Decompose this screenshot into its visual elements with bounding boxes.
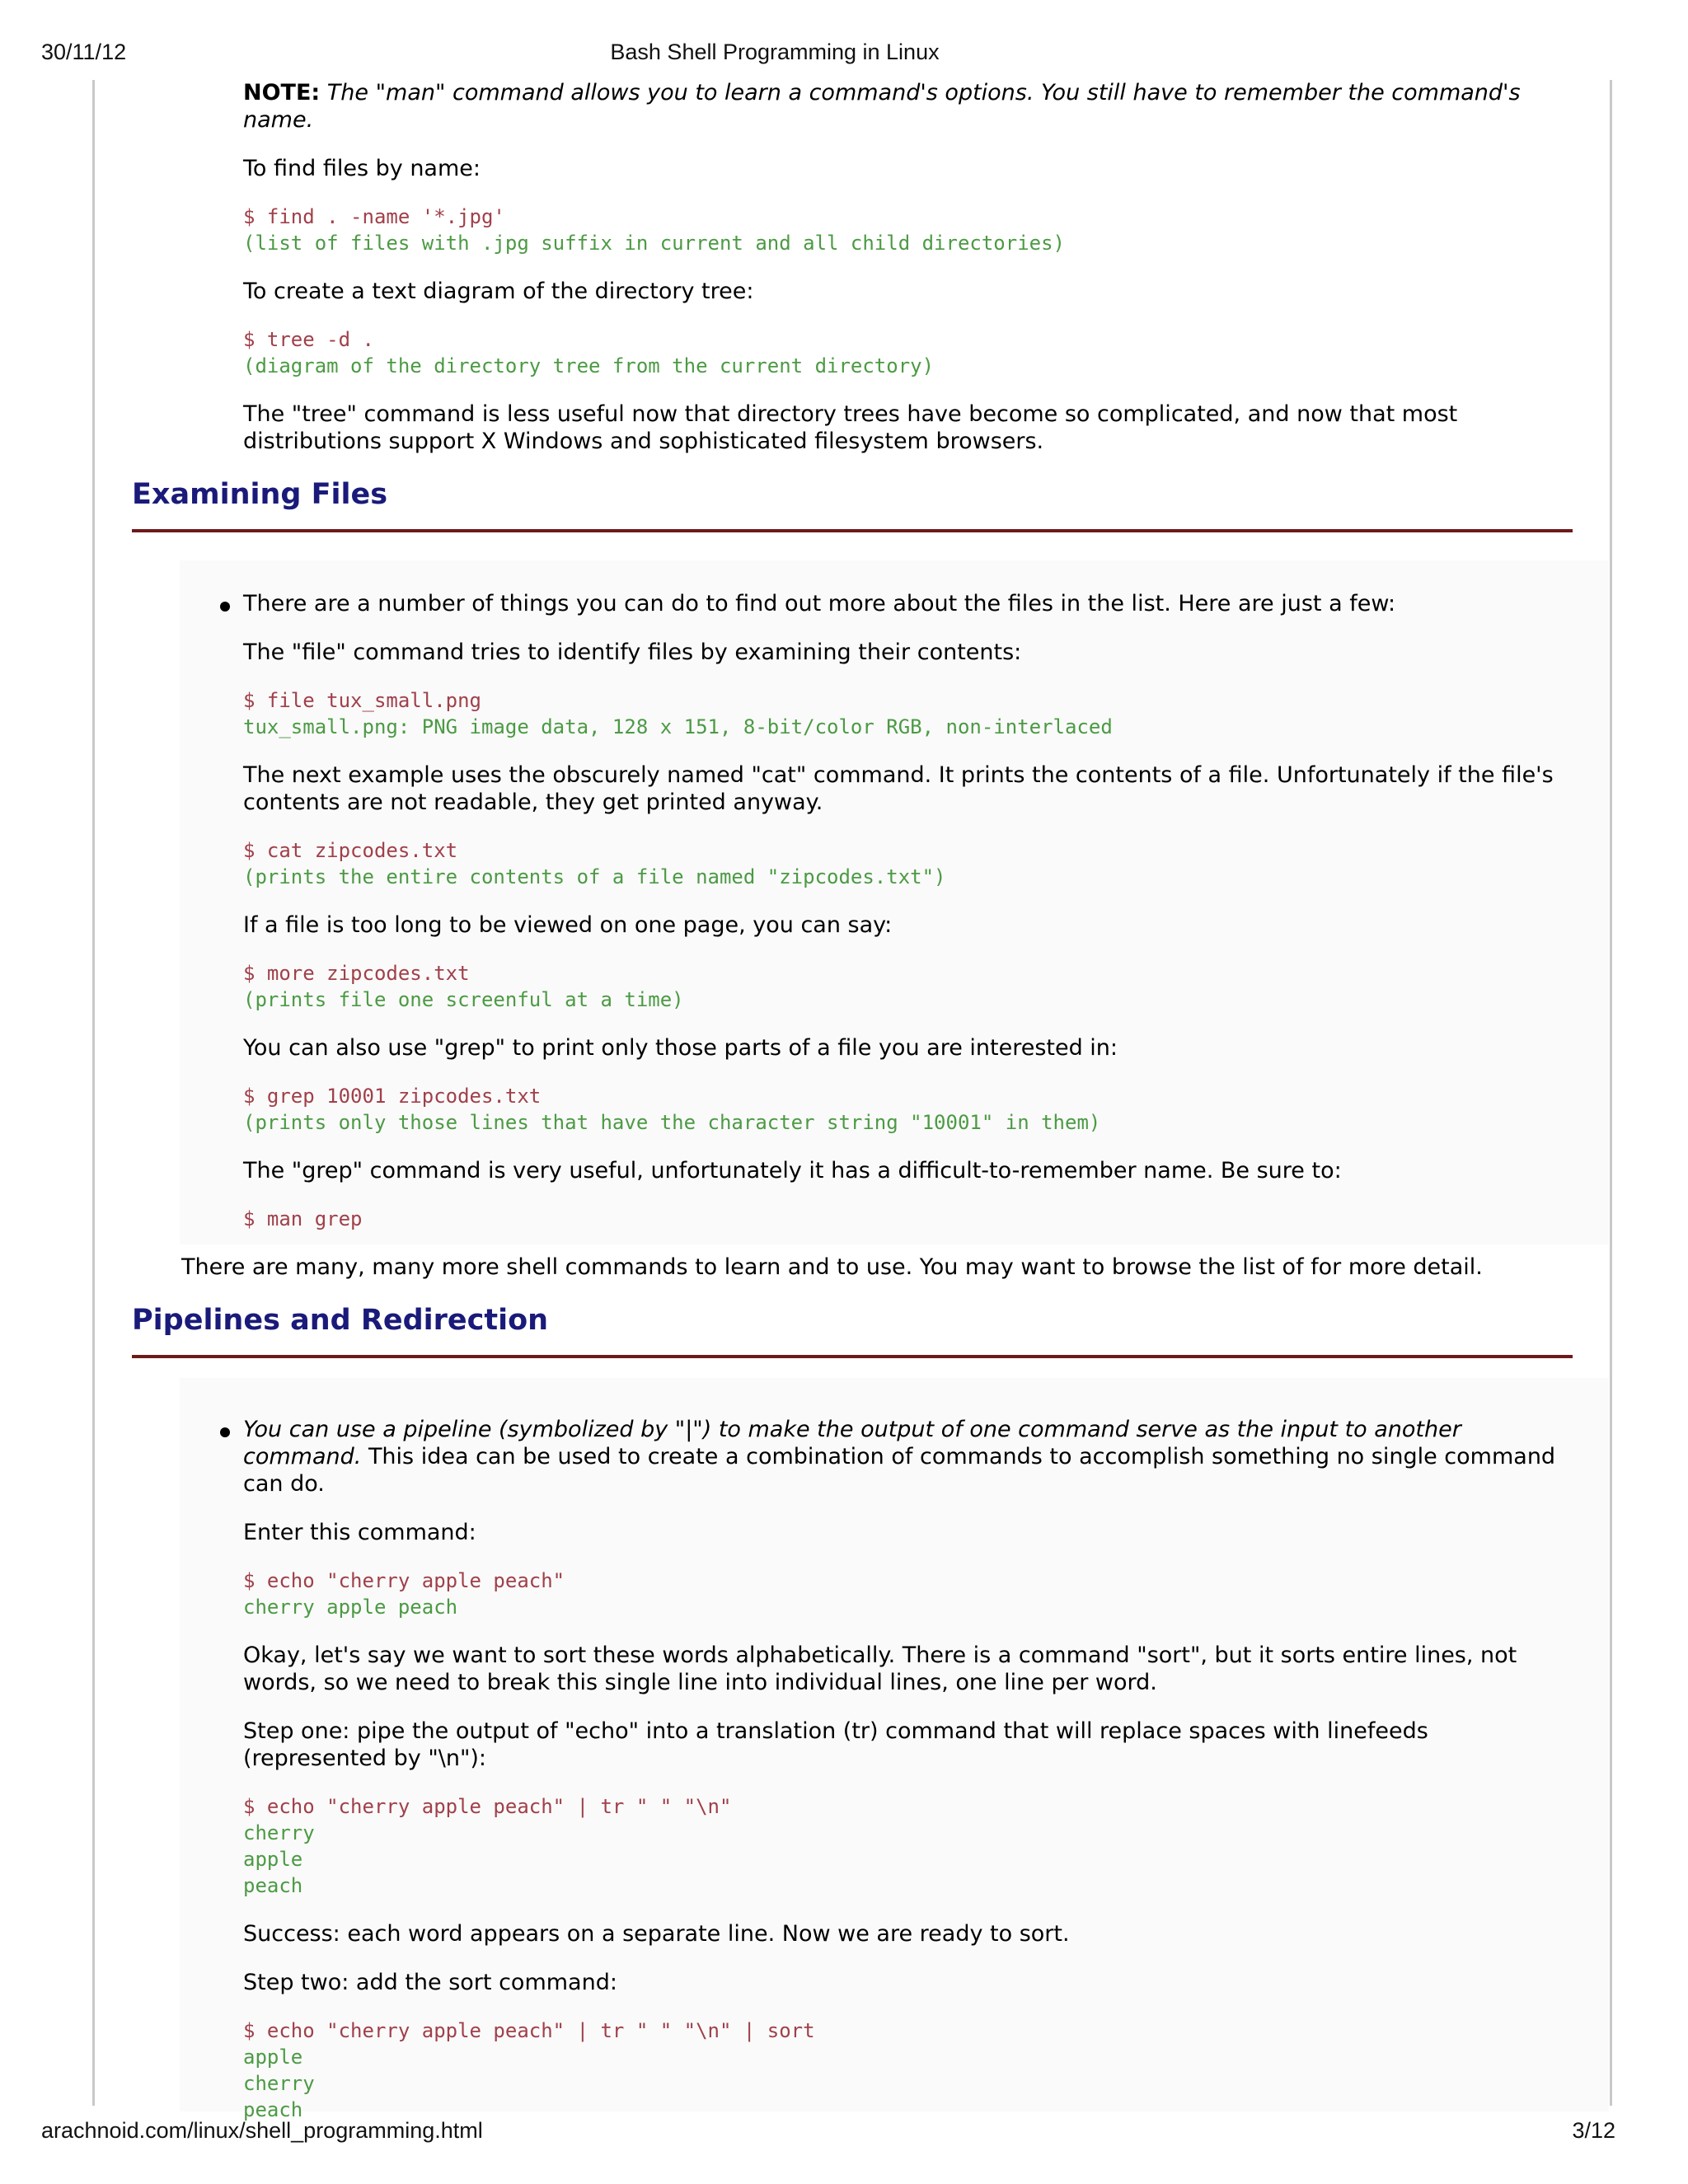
footer-url: arachnoid.com/linux/shell_programming.html: [41, 2118, 483, 2143]
code-block: [243, 1793, 1562, 1899]
examining-lead: There are a number of things you can do to find out more about the files in the list. Here are just a few:: [243, 591, 1396, 616]
find-output: (list of files with .jpg suffix in current and all child directories): [243, 232, 1065, 255]
examining-list-item: [243, 590, 1562, 1232]
right-border: [1610, 80, 1612, 2106]
more-output: (prints file one screenful at a time): [243, 988, 684, 1011]
sort-output-line: apple: [243, 2046, 303, 2069]
pipelines-lead-rest: This idea can be used to create a combination of commands to accomplish something no single command can do.: [243, 1444, 1556, 1497]
pipelines-lead-emphasis: You can use a pipeline (symbolized by "|") to make the output of one command serve as the input to another command.: [243, 1417, 1461, 1469]
cat-command: $ cat zipcodes.txt: [243, 839, 458, 862]
page-content: [132, 79, 1582, 2144]
code-block: [243, 204, 1562, 256]
note-label: NOTE:: [243, 80, 321, 105]
echo-output: cherry apple peach: [243, 1596, 458, 1619]
code-block: [243, 1083, 1562, 1136]
code-block: [243, 326, 1562, 379]
heading-pipelines: Pipelines and Redirection: [132, 1304, 549, 1337]
examining-closing: There are many, many more shell commands to learn and to use. You may want to browse the list of for more detail.: [181, 1254, 1483, 1280]
more-command: $ more zipcodes.txt: [243, 962, 470, 985]
pipelines-list-item: [243, 1416, 1562, 2123]
step-two: Step two: add the sort command:: [243, 1970, 617, 1995]
man-command: $ man grep: [243, 1207, 363, 1230]
step-one: Step one: pipe the output of "echo" into a translation (tr) command that will replace spaces with linefeeds (represented by "\n"):: [243, 1718, 1428, 1771]
code-block: [243, 960, 1562, 1013]
sort-output-line: peach: [243, 2098, 303, 2121]
tree-intro: To create a text diagram of the directory tree:: [243, 279, 754, 304]
find-command: $ find . -name '*.jpg': [243, 205, 505, 228]
code-block: [243, 687, 1562, 740]
sort-intro: Okay, let's say we want to sort these words alphabetically. There is a command "sort", but it sorts entire lines, not words, so we need to break this single line into individual lines, one line per word.: [243, 1643, 1517, 1695]
echo-command: $ echo "cherry apple peach": [243, 1569, 565, 1592]
section-rule: [132, 1355, 1573, 1358]
note-paragraph: [243, 79, 1562, 134]
footer-page-number: 3/12: [1572, 2118, 1615, 2143]
code-block: [243, 837, 1562, 890]
file-output: tux_small.png: PNG image data, 128 x 151, 8-bit/color RGB, non-interlaced: [243, 715, 1113, 738]
grep-note: The "grep" command is very useful, unfortunately it has a difficult-to-remember name. Be sure to:: [243, 1158, 1342, 1183]
enter-command-text: Enter this command:: [243, 1520, 476, 1545]
note-text: The "man" command allows you to learn a command's options. You still have to remember the command's name.: [243, 80, 1521, 133]
tr-output-line: apple: [243, 1848, 303, 1871]
grep-output: (prints only those lines that have the character string "10001" in them): [243, 1111, 1101, 1134]
intro-block: [243, 79, 1562, 455]
grep-intro: You can also use "grep" to print only those parts of a file you are interested in:: [243, 1035, 1118, 1061]
bullet-icon: [220, 1427, 230, 1437]
section-rule: [132, 529, 1573, 532]
find-intro: To find files by name:: [243, 156, 481, 181]
left-border: [92, 80, 95, 2106]
code-block: [243, 2018, 1562, 2123]
bullet-icon: [220, 602, 230, 612]
header-title: Bash Shell Programming in Linux: [610, 40, 940, 64]
success-text: Success: each word appears on a separate line. Now we are ready to sort.: [243, 1921, 1070, 1947]
file-intro: The "file" command tries to identify files by examining their contents:: [243, 640, 1022, 665]
cat-intro: The next example uses the obscurely named "cat" command. It prints the contents of a file. Unfortunately if the file's contents are not readable, they get printed anyway.: [243, 762, 1554, 815]
code-block: [243, 1206, 1562, 1232]
header-date: 30/11/12: [41, 40, 127, 64]
tree-note: The "tree" command is less useful now that directory trees have become so complicated, and now that most distributions support X Windows and sophisticated filesystem browsers.: [243, 401, 1458, 454]
code-block: [243, 1568, 1562, 1620]
grep-command: $ grep 10001 zipcodes.txt: [243, 1085, 542, 1108]
tr-command: $ echo "cherry apple peach" | tr " " "\n": [243, 1795, 732, 1818]
pipelines-lead: [243, 1416, 1562, 1497]
sort-output-line: cherry: [243, 2072, 315, 2095]
tr-output-line: peach: [243, 1874, 303, 1897]
more-intro: If a file is too long to be viewed on one page, you can say:: [243, 912, 893, 938]
cat-output: (prints the entire contents of a file named "zipcodes.txt"): [243, 865, 946, 888]
tree-command: $ tree -d .: [243, 328, 374, 351]
sort-command: $ echo "cherry apple peach" | tr " " "\n" | sort: [243, 2019, 815, 2042]
file-command: $ file tux_small.png: [243, 689, 481, 712]
tr-output-line: cherry: [243, 1821, 315, 1844]
heading-examining-files: Examining Files: [132, 478, 388, 511]
tree-output: (diagram of the directory tree from the current directory): [243, 354, 935, 377]
